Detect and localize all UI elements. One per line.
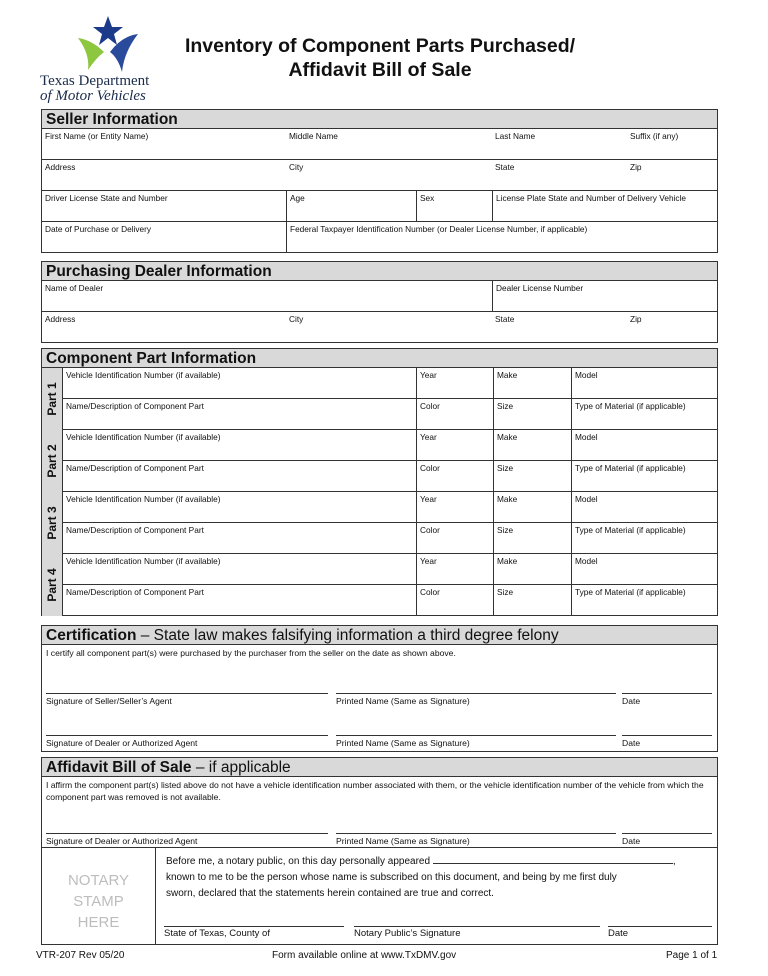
printed-name-line-3[interactable] (336, 833, 616, 846)
part-label: Part 3 (45, 506, 59, 540)
part-desc-row (63, 399, 717, 430)
certification-subtitle: – State law makes falsifying information a third degree felony (136, 627, 559, 644)
driver-license-field[interactable] (42, 191, 286, 221)
material-label: Type of Material (if applicable) (575, 587, 686, 597)
seller-signature-label: Signature of Seller/Seller’s Agent (46, 696, 172, 706)
dealer-zip-label: Zip (630, 314, 642, 324)
part-vin-row (63, 368, 717, 399)
seller-city-label: City (289, 162, 304, 172)
part-description-label: Name/Description of Component Part (66, 401, 204, 411)
middle-name-label: Middle Name (289, 131, 338, 141)
certification-section (41, 625, 718, 752)
year-label: Year (420, 370, 437, 380)
age-label: Age (290, 193, 305, 203)
notary-stamp-line3: HERE (77, 914, 120, 931)
dealer-name-label: Name of Dealer (45, 283, 104, 293)
size-label: Size (497, 463, 514, 473)
seller-signature-line[interactable] (46, 693, 328, 706)
part-tab (42, 430, 63, 492)
part-vin-row (63, 554, 717, 585)
date-label-2: Date (622, 738, 641, 748)
date-line-1[interactable] (622, 693, 712, 706)
affidavit-statement: I affirm the component part(s) listed above do not have a vehicle identification number associated with them, or the vehicle identification number of the vehicle from which the component part was removed is not available. (46, 780, 704, 802)
size-field[interactable] (493, 399, 571, 430)
component-part-block (42, 554, 717, 616)
notary-stamp-line2: STAMP (73, 893, 124, 910)
agency-name-line1: Texas Department (40, 73, 150, 89)
sex-field[interactable] (416, 191, 492, 221)
model-label: Model (575, 432, 598, 442)
color-field[interactable] (416, 461, 493, 492)
notary-date-label: Date (608, 928, 629, 939)
purchase-date-field[interactable] (42, 222, 286, 252)
year-field[interactable] (416, 492, 493, 522)
dealer-address-label: Address (45, 314, 76, 324)
dealer-signature-line-cert[interactable] (46, 735, 328, 748)
part-vin-row (63, 430, 717, 461)
part-description-field[interactable] (63, 585, 416, 616)
part-description-label: Name/Description of Component Part (66, 587, 204, 597)
middle-name-field[interactable] (286, 129, 492, 159)
dealer-name-row (42, 281, 717, 312)
size-field[interactable] (493, 461, 571, 492)
vin-label: Vehicle Identification Number (if available) (66, 556, 221, 566)
dealer-name-field[interactable] (42, 281, 492, 311)
dealer-license-label: Dealer License Number (496, 283, 584, 293)
title-line1: Inventory of Component Parts Purchased/ (184, 35, 576, 57)
sex-label: Sex (420, 193, 435, 203)
affidavit-heading (42, 757, 717, 777)
size-label: Size (497, 401, 514, 411)
part-desc-row (63, 461, 717, 492)
last-name-label: Last Name (495, 131, 536, 141)
dealer-city-label: City (289, 314, 304, 324)
color-label: Color (420, 401, 440, 411)
color-field[interactable] (416, 585, 493, 616)
component-part-block (42, 430, 717, 492)
part-description-label: Name/Description of Component Part (66, 463, 204, 473)
dealer-license-field[interactable] (492, 281, 719, 311)
seller-heading: Seller Information (42, 109, 717, 129)
printed-name-line-2[interactable] (336, 735, 616, 748)
dealer-signature-label-affidavit: Signature of Dealer or Authorized Agent (46, 836, 198, 846)
form-title (150, 34, 610, 82)
dealer-address-row (42, 312, 717, 343)
last-name-field[interactable] (492, 129, 627, 159)
seller-address-label: Address (45, 162, 76, 172)
notary-statement-line3: sworn, declared that the statements herein contained are true and correct. (166, 888, 494, 899)
part-label: Part 2 (45, 444, 59, 478)
model-label: Model (575, 494, 598, 504)
form-id: VTR-207 Rev 05/20 (36, 950, 125, 961)
suffix-field[interactable] (627, 129, 719, 159)
model-field[interactable] (571, 430, 719, 460)
vin-field[interactable] (63, 492, 416, 522)
size-field[interactable] (493, 585, 571, 616)
color-field[interactable] (416, 523, 493, 554)
dealer-heading: Purchasing Dealer Information (42, 261, 717, 281)
seller-dl-row (42, 191, 717, 222)
seller-address-row (42, 160, 717, 191)
taxpayer-id-label: Federal Taxpayer Identification Number (or Dealer License Number, if applicable) (290, 224, 588, 234)
dealer-signature-line-affidavit[interactable] (46, 833, 328, 846)
material-field[interactable] (571, 461, 719, 492)
vin-field[interactable] (63, 554, 416, 584)
notary-statement-line2: known to me to be the person whose name is subscribed on this document, and being by me first duly (166, 872, 617, 883)
vin-field[interactable] (63, 430, 416, 460)
suffix-label: Suffix (if any) (630, 131, 679, 141)
part-vin-row (63, 492, 717, 523)
color-label: Color (420, 525, 440, 535)
first-name-label: First Name (or Entity Name) (45, 131, 149, 141)
dealer-information-section (41, 261, 718, 343)
county-line[interactable] (164, 926, 344, 939)
seller-information-section (41, 109, 718, 253)
color-label: Color (420, 587, 440, 597)
part-label: Part 1 (45, 382, 59, 416)
model-label: Model (575, 370, 598, 380)
make-label: Make (497, 494, 518, 504)
notary-statement-line1: Before me, a notary public, on this day personally appeared (166, 856, 431, 867)
part-tab (42, 554, 63, 616)
component-part-section (41, 348, 718, 616)
dealer-address-field[interactable] (42, 312, 286, 342)
make-field[interactable] (493, 430, 571, 460)
part-description-field[interactable] (63, 461, 416, 492)
notary-block (42, 847, 717, 944)
model-field[interactable] (571, 492, 719, 522)
part-description-field[interactable] (63, 523, 416, 554)
dealer-state-field[interactable] (492, 312, 627, 342)
size-field[interactable] (493, 523, 571, 554)
seller-name-row (42, 129, 717, 160)
affidavit-section (41, 757, 718, 945)
first-name-field[interactable] (42, 129, 286, 159)
vin-field[interactable] (63, 368, 416, 398)
make-field[interactable] (493, 368, 571, 398)
material-label: Type of Material (if applicable) (575, 463, 686, 473)
date-label-1: Date (622, 696, 641, 706)
age-field[interactable] (286, 191, 416, 221)
delivery-plate-field[interactable] (492, 191, 719, 221)
model-field[interactable] (571, 554, 719, 584)
part-tab (42, 492, 63, 554)
part-desc-row (63, 585, 717, 616)
material-field[interactable] (571, 585, 719, 616)
size-label: Size (497, 587, 514, 597)
seller-city-field[interactable] (286, 160, 492, 190)
notary-signature-line[interactable] (354, 926, 600, 939)
date-line-2[interactable] (622, 735, 712, 748)
txdmv-star-icon (74, 14, 142, 74)
delivery-plate-label: License Plate State and Number of Delivery Vehicle (496, 193, 687, 203)
material-label: Type of Material (if applicable) (575, 525, 686, 535)
seller-zip-field[interactable] (627, 160, 719, 190)
certification-title: Certification (46, 627, 137, 644)
date-label-3: Date (622, 836, 641, 846)
agency-name-line2: of Motor Vehicles (40, 88, 146, 104)
certification-statement: I certify all component part(s) were purchased by the purchaser from the seller on the date as shown above. (46, 648, 456, 658)
component-part-block (42, 368, 717, 430)
model-label: Model (575, 556, 598, 566)
certification-heading (42, 625, 717, 645)
dealer-signature-label-cert: Signature of Dealer or Authorized Agent (46, 738, 198, 748)
affidavit-subtitle: – if applicable (191, 759, 291, 776)
printed-name-label-3: Printed Name (Same as Signature) (336, 836, 470, 846)
make-field[interactable] (493, 492, 571, 522)
taxpayer-id-field[interactable] (286, 222, 719, 252)
vin-label: Vehicle Identification Number (if available) (66, 494, 221, 504)
county-label: State of Texas, County of (164, 928, 270, 939)
notary-signature-label: Notary Public’s Signature (354, 928, 461, 939)
form-online-note: Form available online at www.TxDMV.gov (272, 950, 457, 961)
year-label: Year (420, 432, 437, 442)
seller-zip-label: Zip (630, 162, 642, 172)
make-label: Make (497, 432, 518, 442)
model-field[interactable] (571, 368, 719, 398)
vin-label: Vehicle Identification Number (if available) (66, 370, 221, 380)
year-field[interactable] (416, 554, 493, 584)
dealer-state-label: State (495, 314, 515, 324)
page-number: Page 1 of 1 (666, 950, 718, 961)
printed-name-line-1[interactable] (336, 693, 616, 706)
make-field[interactable] (493, 554, 571, 584)
material-label: Type of Material (if applicable) (575, 401, 686, 411)
seller-state-field[interactable] (492, 160, 627, 190)
printed-name-label-2: Printed Name (Same as Signature) (336, 738, 470, 748)
printed-name-label-1: Printed Name (Same as Signature) (336, 696, 470, 706)
part-label: Part 4 (45, 568, 59, 602)
seller-state-label: State (495, 162, 515, 172)
component-heading: Component Part Information (42, 348, 717, 368)
date-line-3[interactable] (622, 833, 712, 846)
seller-date-row (42, 222, 717, 253)
driver-license-label: Driver License State and Number (45, 193, 168, 203)
appeared-name-field[interactable] (433, 854, 673, 864)
color-label: Color (420, 463, 440, 473)
dealer-city-field[interactable] (286, 312, 492, 342)
part-description-label: Name/Description of Component Part (66, 525, 204, 535)
part-description-field[interactable] (63, 399, 416, 430)
size-label: Size (497, 525, 514, 535)
dealer-zip-field[interactable] (627, 312, 719, 342)
notary-date-line[interactable] (608, 926, 712, 939)
notary-stamp-area[interactable] (42, 848, 156, 944)
make-label: Make (497, 370, 518, 380)
material-field[interactable] (571, 399, 719, 430)
year-label: Year (420, 556, 437, 566)
seller-address-field[interactable] (42, 160, 286, 190)
part-desc-row (63, 523, 717, 554)
year-field[interactable] (416, 430, 493, 460)
vin-label: Vehicle Identification Number (if available) (66, 432, 221, 442)
title-line2: Affidavit Bill of Sale (288, 59, 472, 81)
year-field[interactable] (416, 368, 493, 398)
component-part-block (42, 492, 717, 554)
notary-statement: Before me, a notary public, on this day personally appeared , known to me to be the person whose name is subscribed on this document, and being by me first duly sworn, declared that the statements herein contained are true and correct. (166, 854, 707, 902)
make-label: Make (497, 556, 518, 566)
material-field[interactable] (571, 523, 719, 554)
color-field[interactable] (416, 399, 493, 430)
purchase-date-label: Date of Purchase or Delivery (45, 224, 152, 234)
year-label: Year (420, 494, 437, 504)
affidavit-title: Affidavit Bill of Sale (46, 759, 192, 776)
part-tab (42, 368, 63, 430)
notary-stamp-line1: NOTARY (67, 872, 130, 889)
